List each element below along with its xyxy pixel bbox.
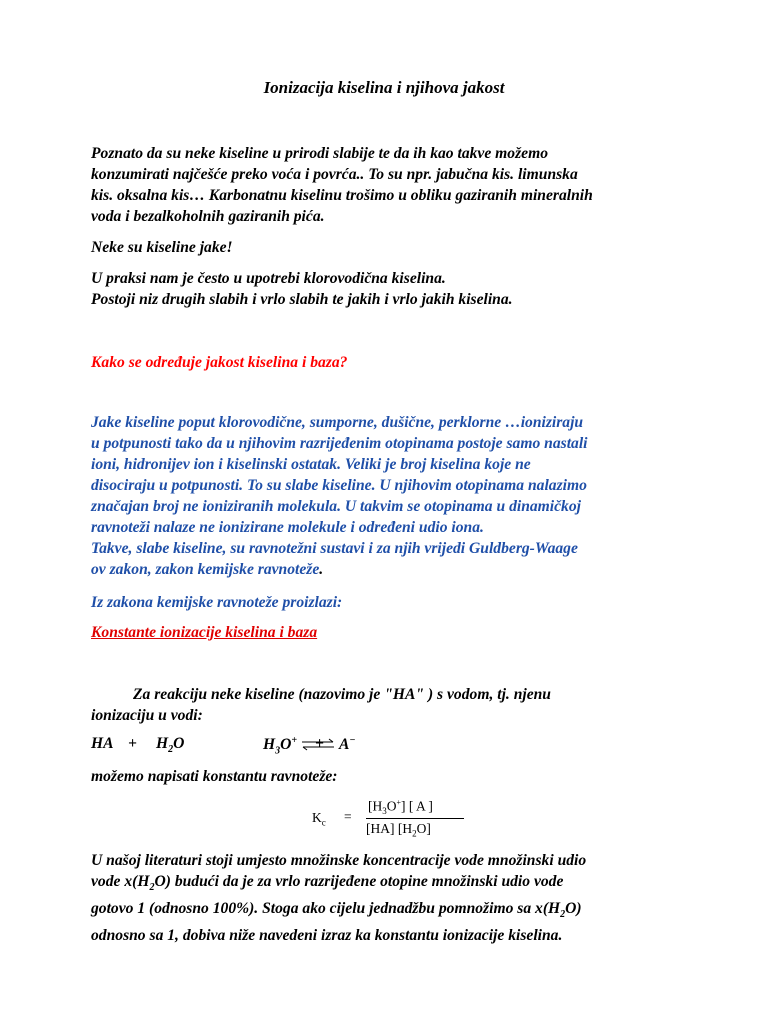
literature-line	[91, 898, 711, 925]
kc-denominator	[366, 821, 431, 839]
practice-line: U praksi nam je često u upotrebi klorovodična kiselina.	[91, 270, 446, 287]
eq-water-h: H	[156, 735, 169, 752]
document-title: Ionizacija kiselina i njihova jakost	[263, 78, 505, 97]
eq-hydronium-o: O	[280, 736, 292, 754]
reaction-intro-line: Za reakciju neke kiseline (nazovimo je "HA" ) s vodom, tj. njenu	[133, 686, 551, 703]
strong-acids-line: Takve, slabe kiseline, su ravnotežni sustavi i za njih vrijedi Guldberg-Waage	[91, 540, 578, 557]
kc-num-rest: ] [ A ]	[401, 798, 433, 814]
eq-water	[156, 735, 184, 755]
literature-sub: 2	[560, 909, 566, 921]
literature-text: vode x(H	[91, 873, 150, 890]
literature-text: O)	[565, 900, 582, 918]
literature-paragraph	[91, 850, 711, 925]
kc-equals: =	[344, 809, 352, 824]
practice-paragraph	[91, 268, 691, 310]
literature-sub: 2	[149, 882, 155, 894]
literature-line: U našoj literaturi stoji umjesto množinske koncentracije vode množinski udio	[91, 852, 587, 869]
kc-num-sup: +	[396, 798, 402, 807]
question-heading: Kako se određuje jakost kiselina i baza?	[91, 354, 348, 371]
intro-paragraph	[91, 143, 691, 227]
kc-k: K	[312, 810, 322, 825]
kc-numerator	[368, 798, 433, 816]
eq-plus-2: +	[315, 735, 324, 752]
eq-hydronium-h: H	[263, 736, 276, 754]
eq-anion-a: A	[339, 736, 350, 754]
intro-line: Poznato da su neke kiseline u prirodi slabije te da ih kao takve možemo	[91, 145, 548, 162]
reaction-intro-line: ionizaciju u vodi:	[91, 707, 203, 724]
kc-num-o: O	[386, 798, 397, 814]
eq-water-sub: 2	[168, 744, 174, 756]
constants-heading: Konstante ionizacije kiselina i baza	[91, 624, 318, 641]
eq-ha: HA	[91, 735, 114, 752]
intro-line: kis. oksalna kis… Karbonatnu kiselinu trošimo u obliku gaziranih mineralnih	[91, 187, 593, 204]
strong-acids-period: .	[319, 561, 324, 578]
eq-water-o: O	[173, 735, 185, 752]
eq-hydronium-sup: +	[291, 735, 298, 746]
kc-den-rest: O]	[416, 821, 431, 836]
fraction-line	[366, 818, 464, 819]
eq-plus-1: +	[128, 735, 137, 752]
strong-acids-paragraph	[91, 412, 691, 580]
final-line: odnosno sa 1, dobiva niže navedeni izraz ka konstantu ionizacije kiselina.	[91, 927, 563, 944]
ionization-equation	[91, 735, 491, 757]
strong-acids-line: ioni, hidronijev ion i kiselinski ostatak. Veliki je broj kiselina koje ne	[91, 456, 531, 473]
practice-line: Postoji niz drugih slabih i vrlo slabih te jakih i vrlo jakih kiselina.	[91, 291, 513, 308]
literature-text: O) budući da je za vrlo razrijeđene otopine množinski udio vode	[154, 873, 564, 890]
derives-line: Iz zakona kemijske ravnoteže proizlazi:	[91, 594, 343, 611]
constants-heading-wrap	[91, 622, 691, 643]
strong-acids-line: disociraju u potpunosti. To su slabe kiseline. U njihovim otopinama nalazimo	[91, 477, 587, 494]
eq-anion-sup: −	[349, 735, 356, 746]
strong-note: Neke su kiseline jake!	[91, 239, 233, 256]
kc-symbol	[312, 810, 326, 828]
literature-line	[91, 871, 711, 898]
kc-den-sub: 2	[412, 828, 417, 839]
reaction-intro-paragraph	[91, 684, 691, 726]
intro-line: konzumirati najčešće preko voća i povrća.. To su npr. jabučna kis. limunska	[91, 166, 578, 183]
strong-acids-line: Jake kiseline poput klorovodične, sumporne, dušične, perklorne …ioniziraju	[91, 414, 584, 431]
intro-line: voda i bezalkoholnih gaziranih pića.	[91, 208, 325, 225]
strong-acids-line: u potpunosti tako da u njihovim razrijeđenim otopinama postoje samo nastali	[91, 435, 588, 452]
kc-den-text: [HA] [H	[366, 821, 413, 836]
strong-acids-line: ravnoteži nalaze ne ionizirane molekule i određeni udio iona.	[91, 519, 484, 536]
strong-acids-line	[91, 559, 691, 580]
kc-num-sub: 3	[382, 806, 387, 817]
eq-anion	[339, 735, 355, 754]
equilibrium-constant-formula	[312, 798, 472, 842]
write-constant-line: možemo napisati konstantu ravnoteže:	[91, 768, 338, 785]
literature-text: gotovo 1 (odnosno 100%). Stoga ako cijelu jednadžbu pomnožimo sa x(H	[91, 900, 561, 918]
kc-num-h: [H	[368, 798, 383, 814]
eq-hydronium-sub: 3	[275, 745, 281, 757]
eq-hydronium	[263, 735, 297, 756]
kc-sub: c	[321, 817, 326, 828]
strong-acids-line: značajan broj ne ioniziranih molekula. U takvim se otopinama u dinamičkoj	[91, 498, 581, 515]
strong-acids-last-text: ov zakon, zakon kemijske ravnoteže	[91, 561, 320, 578]
